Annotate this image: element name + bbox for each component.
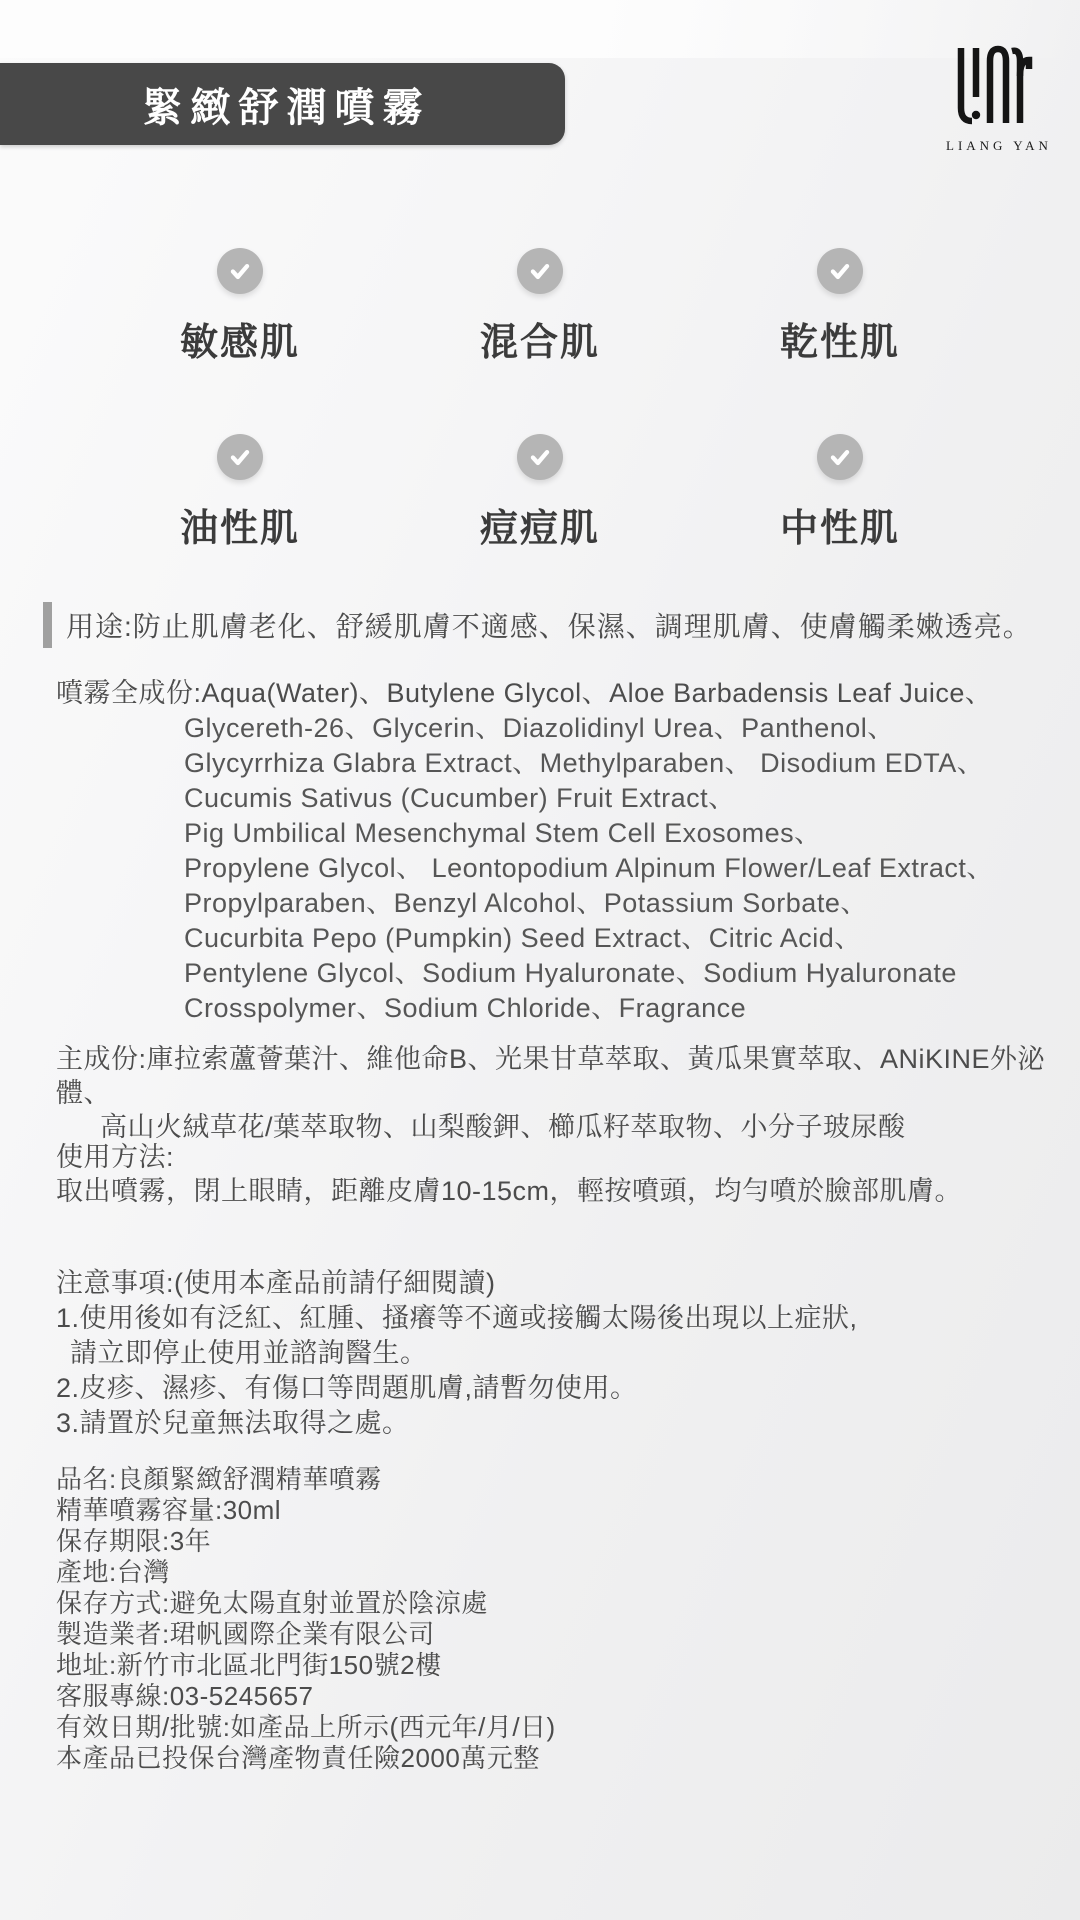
product-info-line: 地址:新竹市北區北門街150號2樓 bbox=[56, 1650, 442, 1680]
ingredients-line: Cucumis Sativus (Cucumber) Fruit Extract、 bbox=[184, 783, 736, 813]
skin-type-acne bbox=[390, 434, 690, 552]
product-info-line: 有效日期/批號:如產品上所示(西元年/月/日) bbox=[56, 1712, 556, 1742]
skin-type-dry bbox=[690, 248, 990, 366]
ingredients-line: Propylparaben、Benzyl Alcohol、Potassium Sorbate、 bbox=[184, 888, 868, 918]
ingredients-line: Propylene Glycol、 Leontopodium Alpinum Flower/Leaf Extract、 bbox=[184, 853, 994, 883]
ingredients-line: Pig Umbilical Mesenchymal Stem Cell Exosomes、 bbox=[184, 818, 822, 848]
main-ingredients-line: 高山火絨草花/葉萃取物、山梨酸鉀、櫛瓜籽萃取物、小分子玻尿酸 bbox=[100, 1112, 906, 1142]
brand-logo bbox=[946, 44, 1052, 154]
ingredients-line: Crosspolymer、Sodium Chloride、Fragrance bbox=[184, 993, 747, 1023]
notice-section bbox=[56, 1266, 1046, 1441]
notice-line: 2.皮疹、濕疹、有傷口等問題肌膚,請暫勿使用。 bbox=[56, 1373, 638, 1403]
product-info-line: 產地:台灣 bbox=[56, 1557, 170, 1587]
product-info-line: 保存期限:3年 bbox=[56, 1526, 212, 1556]
skin-type-sensitive bbox=[90, 248, 390, 366]
check-icon bbox=[517, 434, 563, 480]
notice-line: 1.使用後如有泛紅、紅腫、搔癢等不適或接觸太陽後出現以上症狀, bbox=[56, 1303, 858, 1333]
method-section bbox=[56, 1140, 1046, 1208]
method-title: 使用方法: bbox=[56, 1142, 175, 1172]
skin-type-grid bbox=[90, 248, 990, 552]
product-info-line: 保存方式:避免太陽直射並置於陰涼處 bbox=[56, 1588, 488, 1618]
product-info-line: 客服專線:03-5245657 bbox=[56, 1681, 314, 1711]
skin-type-label: 中性肌 bbox=[779, 508, 900, 550]
ingredients-line: Pentylene Glycol、Sodium Hyaluronate、Sodium Hyaluronate bbox=[184, 958, 957, 988]
ingredients-section bbox=[56, 676, 1046, 1026]
ingredients-line: 噴霧全成份:Aqua(Water)、Butylene Glycol、Aloe Barbadensis Leaf Juice、 bbox=[56, 678, 993, 708]
product-title-banner bbox=[0, 63, 565, 145]
ingredients-line: Glycereth-26、Glycerin、Diazolidinyl Urea、Panthenol、 bbox=[184, 713, 895, 743]
accent-bar bbox=[43, 602, 52, 648]
product-info-line: 精華噴霧容量:30ml bbox=[56, 1495, 282, 1525]
skin-type-label: 敏感肌 bbox=[179, 322, 300, 364]
method-text: 取出噴霧，閉上眼睛，距離皮膚10-15cm，輕按噴頭，均勻噴於臉部肌膚。 bbox=[56, 1176, 963, 1206]
check-icon bbox=[217, 248, 263, 294]
skin-type-combination bbox=[390, 248, 690, 366]
check-icon bbox=[817, 248, 863, 294]
skin-type-normal bbox=[690, 434, 990, 552]
check-icon bbox=[817, 434, 863, 480]
product-info-line: 本產品已投保台灣產物責任險2000萬元整 bbox=[56, 1743, 540, 1773]
main-ingredients-section bbox=[56, 1042, 1056, 1144]
skin-type-label: 乾性肌 bbox=[779, 322, 900, 364]
skin-type-label: 油性肌 bbox=[179, 508, 300, 550]
brand-logo-icon bbox=[946, 44, 1042, 132]
product-info-section bbox=[56, 1464, 1046, 1774]
notice-line: 請立即停止使用並諮詢醫生。 bbox=[70, 1338, 428, 1368]
ingredients-line: Cucurbita Pepo (Pumpkin) Seed Extract、Citric Acid、 bbox=[184, 923, 862, 953]
usage-section bbox=[43, 602, 1032, 648]
notice-line: 3.請置於兒童無法取得之處。 bbox=[56, 1408, 410, 1438]
product-info-line: 品名:良顏緊緻舒潤精華噴霧 bbox=[56, 1464, 382, 1494]
ingredients-line: Glycyrrhiza Glabra Extract、Methylparaben、 Disodium EDTA、 bbox=[184, 748, 985, 778]
usage-text: 用途:防止肌膚老化、舒緩肌膚不適感、保濕、調理肌膚、使膚觸柔嫩透亮。 bbox=[66, 611, 1032, 642]
skin-type-label: 混合肌 bbox=[479, 322, 600, 364]
check-icon bbox=[517, 248, 563, 294]
skin-type-label: 痘痘肌 bbox=[479, 508, 600, 550]
skin-type-oily bbox=[90, 434, 390, 552]
check-icon bbox=[217, 434, 263, 480]
notice-line: 注意事項:(使用本產品前請仔細閱讀) bbox=[56, 1268, 496, 1298]
product-info-line: 製造業者:珺帆國際企業有限公司 bbox=[56, 1619, 435, 1649]
brand-name: LIANG YAN bbox=[946, 138, 1052, 153]
product-title: 緊緻舒潤噴霧 bbox=[142, 85, 431, 130]
main-ingredients-line: 主成份:庫拉索蘆薈葉汁、維他命B、光果甘草萃取、黃瓜果實萃取、ANiKINE外泌體、 bbox=[56, 1044, 1046, 1108]
